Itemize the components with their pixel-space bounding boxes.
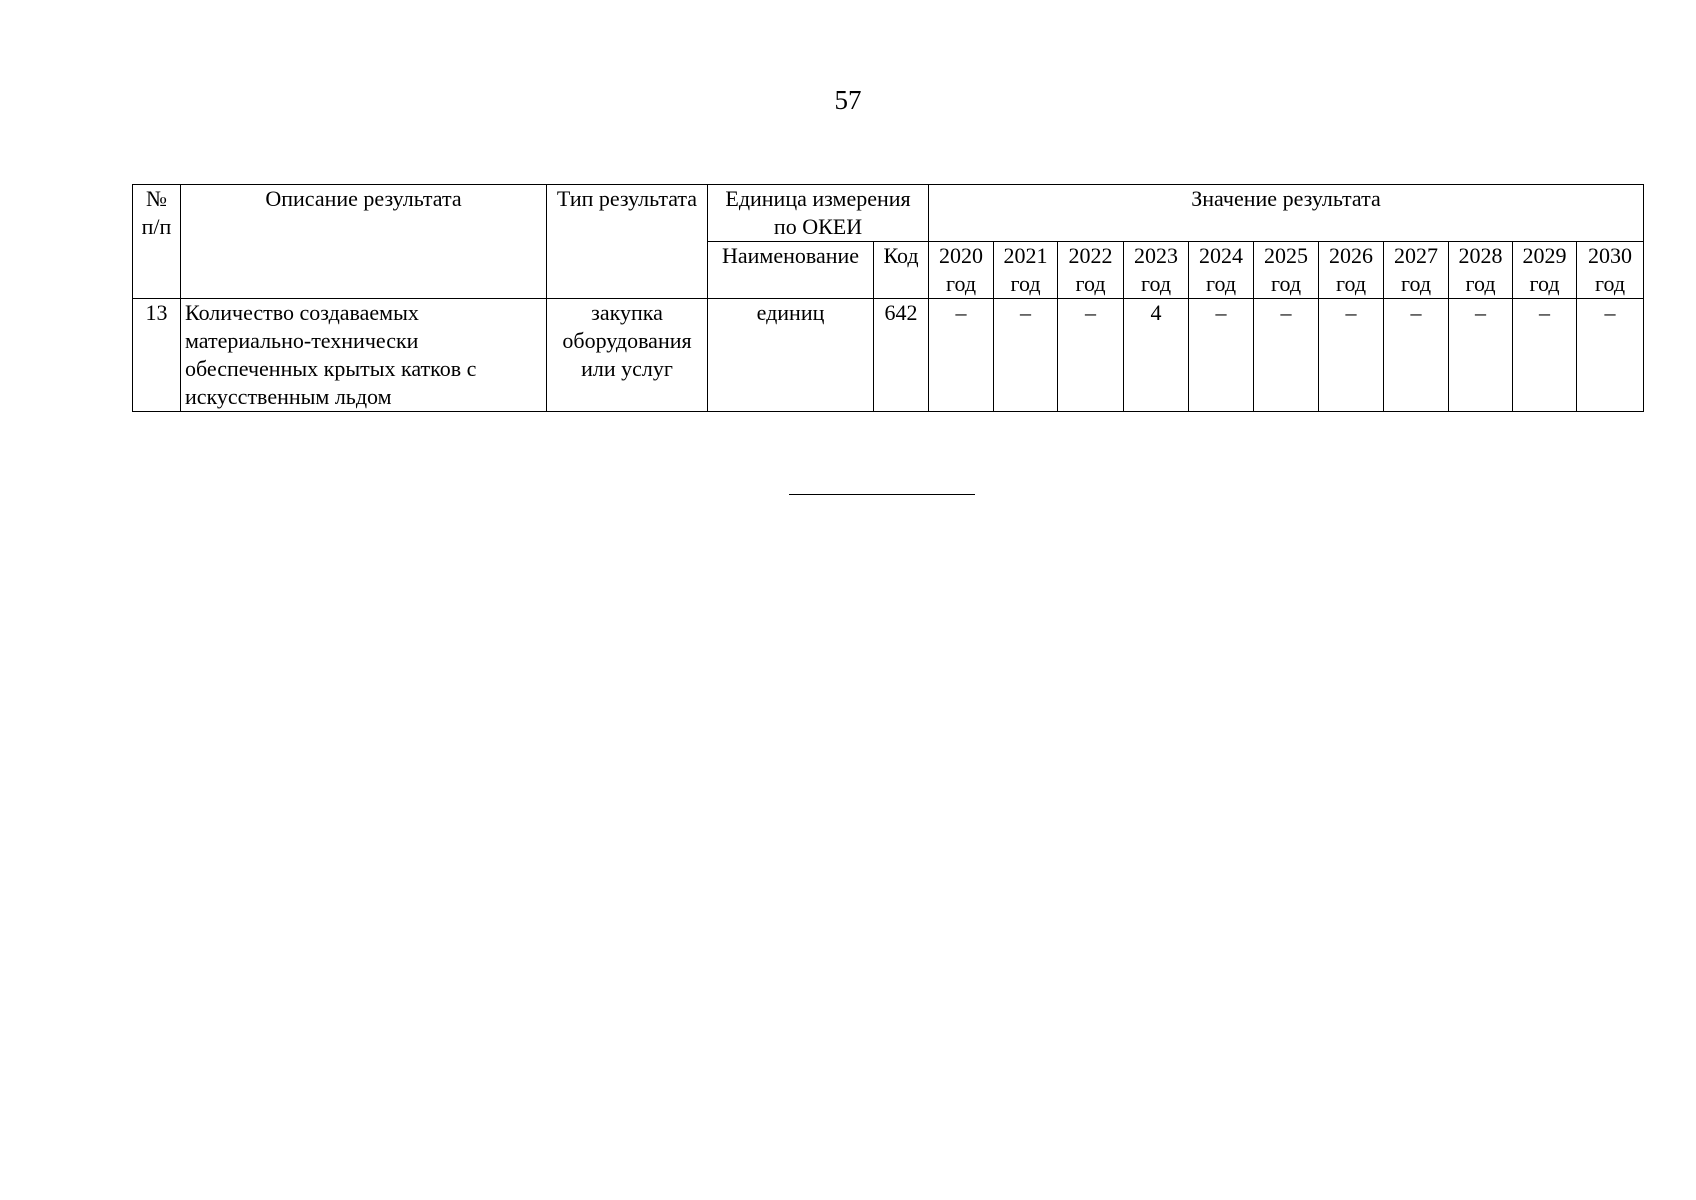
header-description: Описание результата (181, 185, 547, 299)
header-type: Тип результата (547, 185, 708, 299)
header-year-2030: 2030 год (1577, 242, 1644, 299)
cell-value-2026: – (1319, 299, 1384, 412)
results-table (132, 184, 1644, 412)
cell-value-2025: – (1254, 299, 1319, 412)
header-number: № п/п (133, 185, 181, 299)
cell-value-2020: – (929, 299, 994, 412)
header-unit-group: Единица измерения по ОКЕИ (708, 185, 929, 242)
header-unit-code: Код (874, 242, 929, 299)
cell-value-2028: – (1449, 299, 1513, 412)
cell-value-2022: – (1058, 299, 1124, 412)
cell-type: закупка оборудования или услуг (547, 299, 708, 412)
cell-number: 13 (133, 299, 181, 412)
header-year-2027: 2027 год (1384, 242, 1449, 299)
cell-value-2029: – (1513, 299, 1577, 412)
header-row-top (133, 185, 1644, 242)
header-value-group: Значение результата (929, 185, 1644, 242)
header-unit-name: Наименование (708, 242, 874, 299)
header-year-2022: 2022 год (1058, 242, 1124, 299)
cell-value-2023: 4 (1124, 299, 1189, 412)
header-year-2029: 2029 год (1513, 242, 1577, 299)
header-year-2028: 2028 год (1449, 242, 1513, 299)
header-year-2026: 2026 год (1319, 242, 1384, 299)
cell-value-2021: – (994, 299, 1058, 412)
cell-description: Количество создаваемых материально-технически обеспеченных крытых катков с искусственным льдом (181, 299, 547, 412)
header-year-2021: 2021 год (994, 242, 1058, 299)
cell-unit-code: 642 (874, 299, 929, 412)
cell-value-2030: – (1577, 299, 1644, 412)
header-year-2024: 2024 год (1189, 242, 1254, 299)
cell-unit-name: единиц (708, 299, 874, 412)
footer-divider (789, 494, 975, 495)
header-year-2020: 2020 год (929, 242, 994, 299)
cell-value-2027: – (1384, 299, 1449, 412)
cell-value-2024: – (1189, 299, 1254, 412)
header-year-2023: 2023 год (1124, 242, 1189, 299)
table-row (133, 299, 1644, 412)
page-number: 57 (834, 85, 862, 115)
header-year-2025: 2025 год (1254, 242, 1319, 299)
